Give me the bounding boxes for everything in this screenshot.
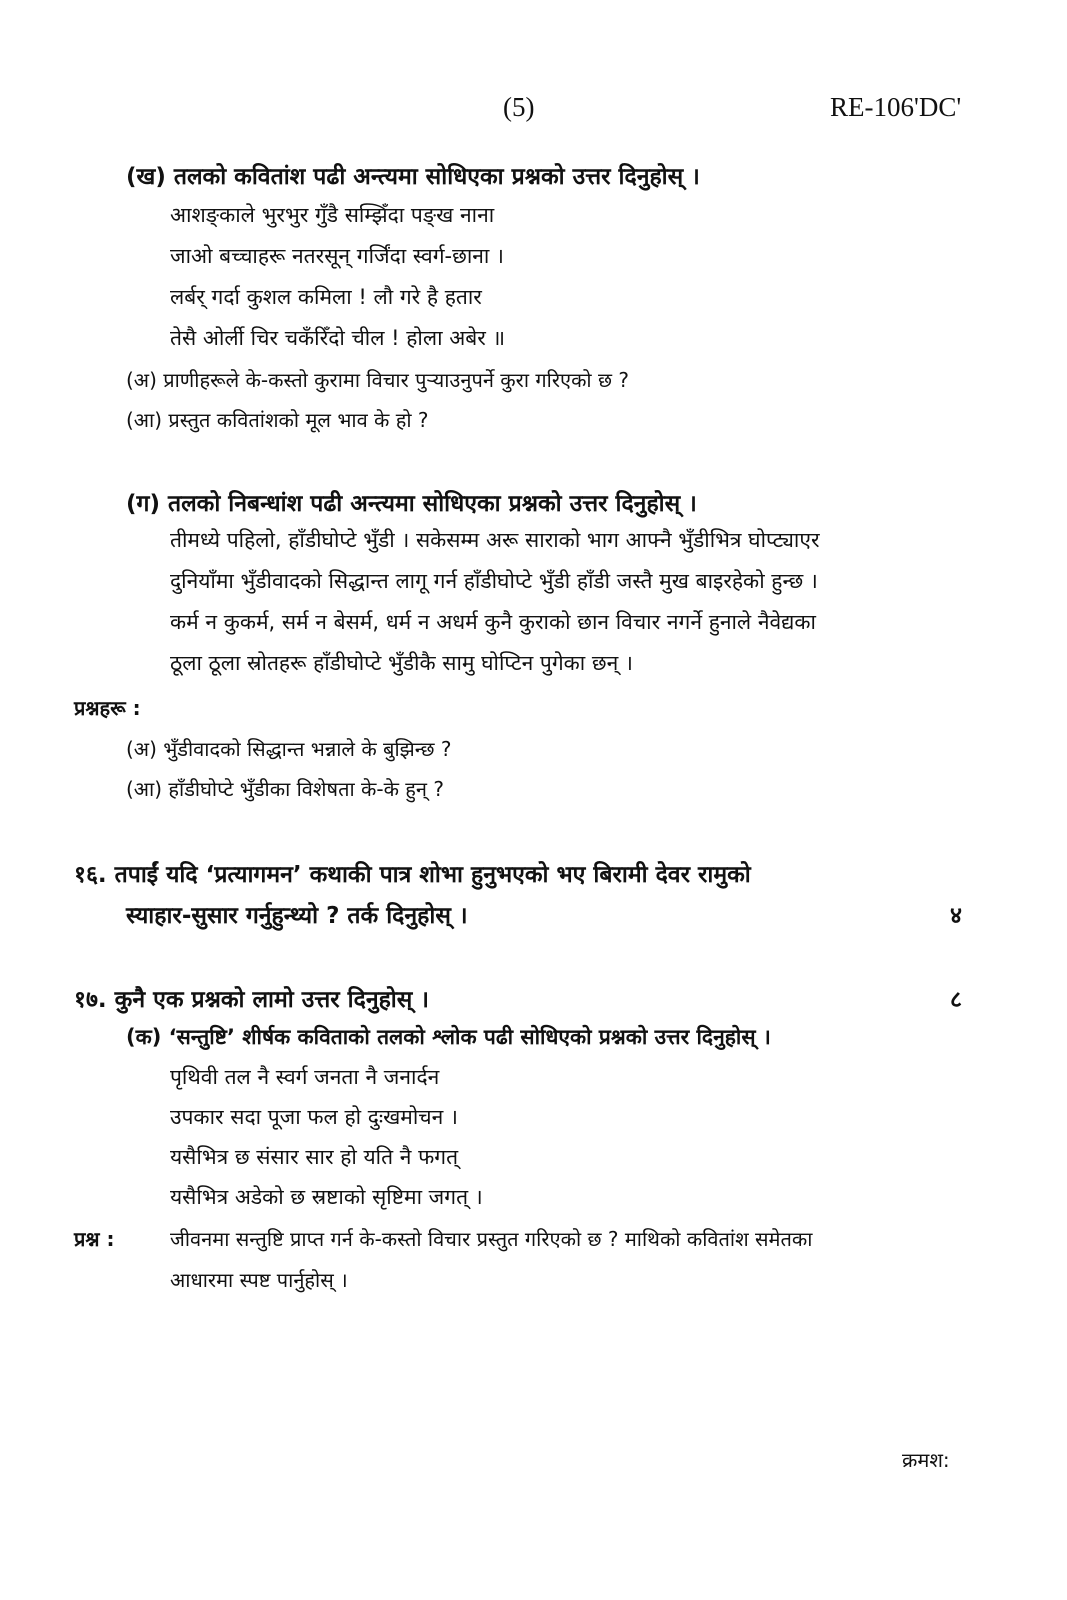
ga-paragraph-line: कर्म न कुकर्म, सर्म न बेसर्म, धर्म न अधर्म कुनै कुराको छान विचार नगर्ने हुनाले नैवेद्यका	[170, 610, 816, 634]
exam-code: RE-106'DC'	[830, 92, 962, 122]
ga-paragraph-line: दुनियाँमा भुँडीवादको सिद्धान्त लागू गर्न हाँडीघोप्टे भुँडी हाँडी जस्तै मुख बाइरहेको हुन्छ ।	[170, 569, 818, 593]
q17-ka-heading: (क) ‘सन्तुष्टि’ शीर्षक कविताको तलको श्लोक पढी सोधिएको प्रश्नको उत्तर दिनुहोस् ।	[126, 1025, 771, 1049]
q17-poem-line: पृथिवी तल नै स्वर्ग जनता नै जनार्दन	[170, 1065, 440, 1089]
q17-poem-line: उपकार सदा पूजा फल हो दुःखमोचन ।	[170, 1105, 458, 1129]
ga-questions-label: प्रश्नहरू :	[74, 696, 141, 720]
kha-heading: (ख) तलको कवितांश पढी अन्त्यमा सोधिएका प्रश्नको उत्तर दिनुहोस् ।	[126, 164, 700, 190]
kha-poem-line: लर्बर् गर्दा कुशल कमिला ! लौ गरे है हतार	[170, 285, 482, 309]
continued-note: क्रमश:	[902, 1448, 950, 1472]
kha-poem-line: आशङ्‌काले भुरभुर गुँडै सम्झिँदा पङ्‌ख नाना	[170, 203, 495, 227]
ga-question: (अ) भुँडीवादको सिद्धान्त भन्नाले के बुझिन्छ ?	[126, 737, 452, 761]
q17-marks: ८	[950, 987, 962, 1013]
ga-paragraph	[170, 520, 975, 684]
q17-question-label: प्रश्न :	[74, 1227, 115, 1251]
ga-paragraph-line: तीमध्ये पहिलो, हाँडीघोप्टे भुँडी । सकेसम्म अरू साराको भाग आफ्नै भुँडीभित्र घोप्ट्याएर	[170, 528, 820, 552]
q17-question-line: जीवनमा सन्तुष्टि प्राप्त गर्न के-कस्तो विचार प्रस्तुत गरिएको छ ? माथिको कवितांश समेतका	[170, 1227, 813, 1251]
q16-line1: १६. तपाईं यदि ‘प्रत्यागमन’ कथाकी पात्र शोभा हुनुभएको भए बिरामी देवर रामुको	[74, 862, 751, 888]
kha-question: (अ) प्राणीहरूले के-कस्तो कुरामा विचार पुऱ्याउनुपर्ने कुरा गरिएको छ ?	[126, 368, 629, 392]
q16-marks: ४	[950, 903, 962, 929]
q17-heading: १७. कुनै एक प्रश्नको लामो उत्तर दिनुहोस् ।	[74, 987, 430, 1013]
page-number: (5)	[503, 92, 535, 122]
q17-poem-line: यसैभित्र छ संसार सार हो यति नै फगत्	[170, 1145, 459, 1169]
ga-question: (आ) हाँडीघोप्टे भुँडीका विशेषता के-के हुन् ?	[126, 777, 445, 801]
ga-paragraph-line: ठूला ठूला स्रोतहरू हाँडीघोप्टे भुँडीकै सामु घोप्टिन पुगेका छन् ।	[170, 651, 633, 675]
q16-line2: स्याहार-सुसार गर्नुहुन्थ्यो ? तर्क दिनुहोस् ।	[126, 903, 468, 929]
kha-poem-line: तेसै ओर्ली चिर चकँरिँदो चील ! होला अबेर ॥	[170, 326, 506, 350]
ga-heading: (ग) तलको निबन्धांश पढी अन्त्यमा सोधिएका प्रश्नको उत्तर दिनुहोस् ।	[126, 491, 697, 517]
q17-poem-line: यसैभित्र अडेको छ स्रष्टाको सृष्टिमा जगत् ।	[170, 1185, 483, 1209]
q17-question-line: आधारमा स्पष्ट पार्नुहोस् ।	[170, 1268, 348, 1292]
kha-poem-line: जाओ बच्चाहरू नतरसून् गर्जिंदा स्वर्ग-छाना ।	[170, 244, 504, 268]
kha-question: (आ) प्रस्तुत कवितांशको मूल भाव के हो ?	[126, 408, 429, 432]
